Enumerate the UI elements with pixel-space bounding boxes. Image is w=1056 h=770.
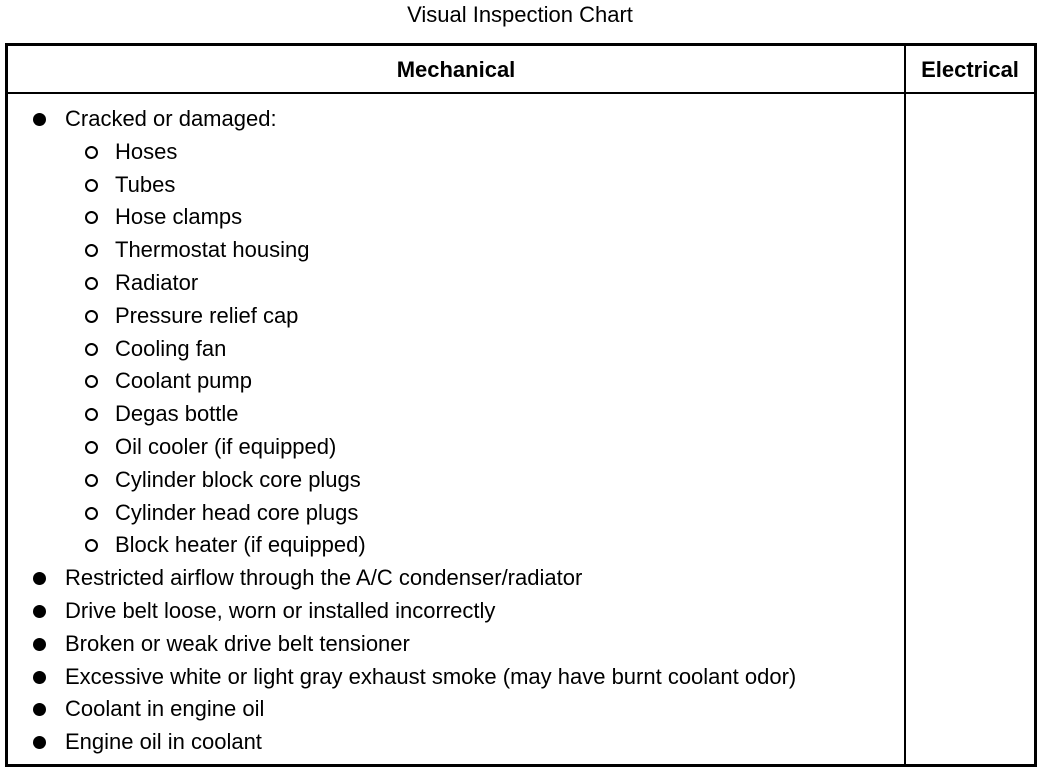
mechanical-subitem (8, 497, 904, 530)
hollow-bullet-icon (85, 408, 98, 421)
filled-bullet-icon (33, 605, 46, 618)
item-text: Pressure relief cap (115, 302, 299, 328)
hollow-bullet-icon (85, 277, 98, 290)
mechanical-item (8, 103, 904, 136)
mechanical-subitem (8, 333, 904, 366)
mechanical-item (8, 693, 904, 726)
mechanical-subitem (8, 234, 904, 267)
item-text: Degas bottle (115, 401, 239, 427)
filled-bullet-icon (33, 113, 46, 126)
item-text: Broken or weak drive belt tensioner (65, 630, 410, 656)
mechanical-subitem (8, 431, 904, 464)
item-text: Cylinder block core plugs (115, 466, 361, 492)
mechanical-subitem (8, 169, 904, 202)
hollow-bullet-icon (85, 343, 98, 356)
item-text: Cylinder head core plugs (115, 499, 359, 525)
mechanical-subitem (8, 201, 904, 234)
item-text: Hoses (115, 138, 178, 164)
item-text: Oil cooler (if equipped) (115, 433, 337, 459)
chart-title: Visual Inspection Chart (407, 2, 633, 27)
mechanical-subitem (8, 136, 904, 169)
filled-bullet-icon (33, 638, 46, 651)
mechanical-items-list (8, 103, 904, 759)
mechanical-item (8, 726, 904, 759)
hollow-bullet-icon (85, 244, 98, 257)
item-text: Coolant in engine oil (65, 696, 265, 722)
hollow-bullet-icon (85, 539, 98, 552)
item-text: Thermostat housing (115, 237, 310, 263)
item-text: Tubes (115, 171, 176, 197)
mechanical-subitem (8, 365, 904, 398)
electrical-column-header: Electrical (921, 57, 1019, 82)
hollow-bullet-icon (85, 474, 98, 487)
filled-bullet-icon (33, 703, 46, 716)
header-divider (8, 92, 1034, 94)
item-text: Engine oil in coolant (65, 729, 262, 755)
item-text: Block heater (if equipped) (115, 532, 366, 558)
item-text: Cooling fan (115, 335, 227, 361)
item-text: Excessive white or light gray exhaust smoke (may have burnt coolant odor) (65, 663, 797, 689)
mechanical-item (8, 562, 904, 595)
hollow-bullet-icon (85, 310, 98, 323)
mechanical-subitem (8, 398, 904, 431)
mechanical-subitem (8, 267, 904, 300)
inspection-table (5, 43, 1037, 767)
filled-bullet-icon (33, 671, 46, 684)
mechanical-item (8, 628, 904, 661)
hollow-bullet-icon (85, 375, 98, 388)
filled-bullet-icon (33, 736, 46, 749)
mechanical-column-header: Mechanical (396, 57, 516, 82)
item-text: Drive belt loose, worn or installed incorrectly (65, 597, 496, 623)
item-text: Cracked or damaged: (65, 106, 277, 131)
hollow-bullet-icon (85, 441, 98, 454)
item-text: Restricted airflow through the A/C condenser/radiator (65, 565, 583, 591)
mechanical-item (8, 595, 904, 628)
item-text: Hose clamps (115, 204, 243, 230)
hollow-bullet-icon (85, 211, 98, 224)
hollow-bullet-icon (85, 146, 98, 159)
filled-bullet-icon (33, 572, 46, 585)
mechanical-item (8, 661, 904, 694)
mechanical-subitem (8, 529, 904, 562)
mechanical-subitem (8, 300, 904, 333)
hollow-bullet-icon (85, 507, 98, 520)
item-text: Radiator (115, 269, 199, 295)
item-text: Coolant pump (115, 368, 252, 394)
mechanical-subitem (8, 464, 904, 497)
hollow-bullet-icon (85, 179, 98, 192)
column-divider (904, 46, 906, 764)
